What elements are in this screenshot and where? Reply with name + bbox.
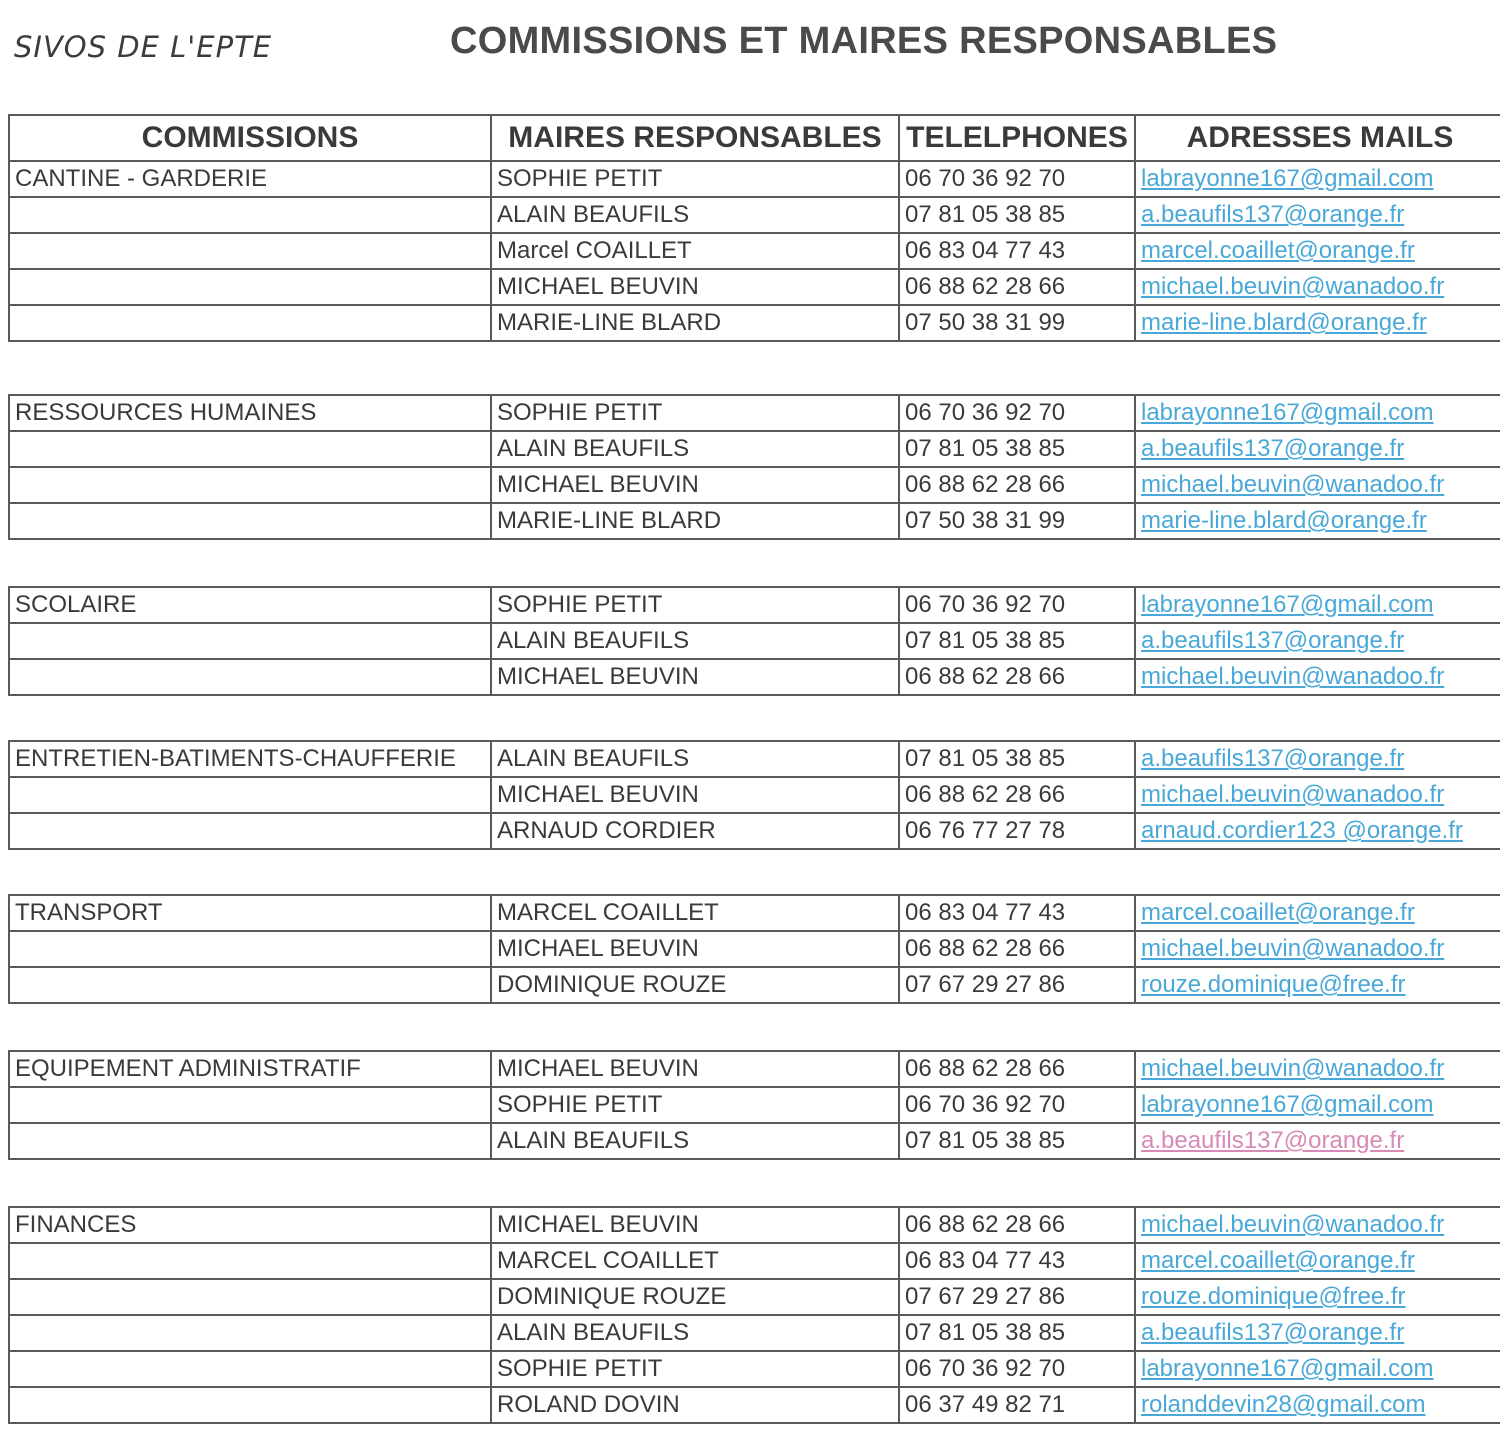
email-cell [1135,1315,1500,1351]
phone-number: 06 76 77 27 78 [899,813,1135,849]
email-cell [1135,1387,1500,1423]
email-link[interactable]: michael.beuvin@wanadoo.fr [1141,1055,1445,1082]
email-cell [1135,587,1500,623]
table-row [9,1279,1500,1315]
email-cell [1135,395,1500,431]
maire-name: MICHAEL BEUVIN [491,1051,899,1087]
phone-number: 07 81 05 38 85 [899,197,1135,233]
commission-name [9,1387,491,1423]
maire-name: MICHAEL BEUVIN [491,777,899,813]
email-cell [1135,269,1500,305]
maire-name: MARIE-LINE BLARD [491,503,899,539]
email-link[interactable]: marie-line.blard@orange.fr [1141,309,1427,336]
maire-name: ARNAUD CORDIER [491,813,899,849]
commission-name [9,1351,491,1387]
email-link[interactable]: michael.beuvin@wanadoo.fr [1141,471,1445,498]
maire-name: DOMINIQUE ROUZE [491,967,899,1003]
phone-number: 07 81 05 38 85 [899,1123,1135,1159]
commission-name: FINANCES [9,1207,491,1243]
email-link[interactable]: rolanddevin28@gmail.com [1141,1391,1426,1418]
email-cell [1135,777,1500,813]
maire-name: MICHAEL BEUVIN [491,467,899,503]
email-link[interactable]: marcel.coaillet@orange.fr [1141,237,1415,264]
phone-number: 07 67 29 27 86 [899,967,1135,1003]
maire-name: ALAIN BEAUFILS [491,431,899,467]
table-row [9,161,1500,197]
email-link[interactable]: a.beaufils137@orange.fr [1141,1127,1405,1154]
table-row [9,1315,1500,1351]
table-row [9,1123,1500,1159]
phone-number: 07 50 38 31 99 [899,305,1135,341]
email-cell [1135,197,1500,233]
email-cell [1135,931,1500,967]
email-cell [1135,1051,1500,1087]
maire-name: MICHAEL BEUVIN [491,659,899,695]
phone-number: 06 88 62 28 66 [899,1051,1135,1087]
email-link[interactable]: rouze.dominique@free.fr [1141,971,1406,998]
column-header-telephones: TELELPHONES [899,115,1135,161]
commission-name [9,305,491,341]
commission-name [9,503,491,539]
maire-name: MARCEL COAILLET [491,895,899,931]
commission-table [8,394,1500,540]
phone-number: 06 70 36 92 70 [899,161,1135,197]
email-link[interactable]: michael.beuvin@wanadoo.fr [1141,273,1445,300]
table-row [9,931,1500,967]
email-cell [1135,1123,1500,1159]
table-row [9,269,1500,305]
column-header-mails: ADRESSES MAILS [1135,115,1500,161]
phone-number: 06 83 04 77 43 [899,233,1135,269]
email-link[interactable]: labrayonne167@gmail.com [1141,165,1434,192]
table-row [9,1351,1500,1387]
commission-name: CANTINE - GARDERIE [9,161,491,197]
email-link[interactable]: marie-line.blard@orange.fr [1141,507,1427,534]
email-cell [1135,813,1500,849]
email-cell [1135,1279,1500,1315]
column-header-commissions: COMMISSIONS [9,115,491,161]
table-row [9,967,1500,1003]
phone-number: 06 83 04 77 43 [899,895,1135,931]
maire-name: SOPHIE PETIT [491,161,899,197]
email-link[interactable]: labrayonne167@gmail.com [1141,399,1434,426]
commission-name [9,659,491,695]
maire-name: ALAIN BEAUFILS [491,1123,899,1159]
table-row [9,1207,1500,1243]
maire-name: DOMINIQUE ROUZE [491,1279,899,1315]
maire-name: MICHAEL BEUVIN [491,1207,899,1243]
phone-number: 06 37 49 82 71 [899,1387,1135,1423]
maire-name: Marcel COAILLET [491,233,899,269]
maire-name: SOPHIE PETIT [491,587,899,623]
email-link[interactable]: arnaud.cordier123 @orange.fr [1141,817,1463,844]
commission-name: TRANSPORT [9,895,491,931]
phone-number: 06 70 36 92 70 [899,1087,1135,1123]
table-row [9,659,1500,695]
commission-name [9,813,491,849]
maire-name: SOPHIE PETIT [491,1087,899,1123]
email-cell [1135,895,1500,931]
commission-name [9,1243,491,1279]
phone-number: 06 88 62 28 66 [899,777,1135,813]
email-cell [1135,467,1500,503]
commission-table [8,1206,1500,1424]
email-cell [1135,967,1500,1003]
email-cell [1135,503,1500,539]
column-header-maires: MAIRES RESPONSABLES [491,115,899,161]
organization-name: SIVOS DE L'EPTE [14,30,273,64]
email-link[interactable]: a.beaufils137@orange.fr [1141,201,1405,228]
email-link[interactable]: michael.beuvin@wanadoo.fr [1141,663,1445,690]
commission-name [9,967,491,1003]
phone-number: 06 88 62 28 66 [899,467,1135,503]
commission-name [9,1315,491,1351]
email-cell [1135,659,1500,695]
maire-name: ALAIN BEAUFILS [491,1315,899,1351]
commission-table [8,894,1500,1004]
commission-table [8,1050,1500,1160]
email-link[interactable]: a.beaufils137@orange.fr [1141,435,1405,462]
email-cell [1135,1351,1500,1387]
phone-number: 06 70 36 92 70 [899,1351,1135,1387]
table-row [9,623,1500,659]
table-row [9,395,1500,431]
commission-name: SCOLAIRE [9,587,491,623]
table-row [9,197,1500,233]
commission-name: ENTRETIEN-BATIMENTS-CHAUFFERIE [9,741,491,777]
table-row [9,813,1500,849]
email-cell [1135,623,1500,659]
commission-table [8,586,1500,696]
phone-number: 07 50 38 31 99 [899,503,1135,539]
phone-number: 06 88 62 28 66 [899,1207,1135,1243]
email-cell [1135,1087,1500,1123]
email-link[interactable]: a.beaufils137@orange.fr [1141,627,1405,654]
table-row [9,305,1500,341]
email-link[interactable]: labrayonne167@gmail.com [1141,1355,1434,1382]
header-row [9,115,1500,161]
email-link[interactable]: michael.beuvin@wanadoo.fr [1141,781,1445,808]
commission-table [8,114,1500,342]
commission-name [9,269,491,305]
commission-name [9,1123,491,1159]
maire-name: ROLAND DOVIN [491,1387,899,1423]
email-link[interactable]: michael.beuvin@wanadoo.fr [1141,935,1445,962]
email-link[interactable]: a.beaufils137@orange.fr [1141,1319,1405,1346]
email-cell [1135,741,1500,777]
email-cell [1135,305,1500,341]
phone-number: 07 81 05 38 85 [899,1315,1135,1351]
table-row [9,777,1500,813]
email-cell [1135,431,1500,467]
maire-name: ALAIN BEAUFILS [491,741,899,777]
email-link[interactable]: marcel.coaillet@orange.fr [1141,899,1415,926]
phone-number: 06 88 62 28 66 [899,659,1135,695]
phone-number: 07 81 05 38 85 [899,623,1135,659]
maire-name: MARCEL COAILLET [491,1243,899,1279]
phone-number: 06 83 04 77 43 [899,1243,1135,1279]
commission-name [9,1087,491,1123]
maire-name: SOPHIE PETIT [491,1351,899,1387]
phone-number: 06 70 36 92 70 [899,587,1135,623]
email-link[interactable]: michael.beuvin@wanadoo.fr [1141,1211,1445,1238]
commission-name [9,1279,491,1315]
phone-number: 07 67 29 27 86 [899,1279,1135,1315]
table-row [9,467,1500,503]
table-row [9,587,1500,623]
table-row [9,503,1500,539]
commission-name [9,233,491,269]
page-title: COMMISSIONS ET MAIRES RESPONSABLES [450,20,1278,62]
phone-number: 06 88 62 28 66 [899,269,1135,305]
commission-name [9,623,491,659]
commission-name [9,467,491,503]
phone-number: 07 81 05 38 85 [899,741,1135,777]
email-cell [1135,233,1500,269]
commission-name: EQUIPEMENT ADMINISTRATIF [9,1051,491,1087]
email-link[interactable]: rouze.dominique@free.fr [1141,1283,1406,1310]
maire-name: ALAIN BEAUFILS [491,623,899,659]
email-link[interactable]: labrayonne167@gmail.com [1141,1091,1434,1118]
email-cell [1135,1243,1500,1279]
email-cell [1135,1207,1500,1243]
maire-name: MICHAEL BEUVIN [491,269,899,305]
commission-name [9,931,491,967]
email-link[interactable]: labrayonne167@gmail.com [1141,591,1434,618]
phone-number: 07 81 05 38 85 [899,431,1135,467]
commission-name [9,777,491,813]
email-cell [1135,161,1500,197]
table-row [9,431,1500,467]
table-row [9,1051,1500,1087]
maire-name: MARIE-LINE BLARD [491,305,899,341]
phone-number: 06 88 62 28 66 [899,931,1135,967]
commission-name [9,197,491,233]
email-link[interactable]: marcel.coaillet@orange.fr [1141,1247,1415,1274]
commission-name [9,431,491,467]
phone-number: 06 70 36 92 70 [899,395,1135,431]
table-row [9,1087,1500,1123]
email-link[interactable]: a.beaufils137@orange.fr [1141,745,1405,772]
table-row [9,1243,1500,1279]
table-row [9,895,1500,931]
maire-name: SOPHIE PETIT [491,395,899,431]
maire-name: MICHAEL BEUVIN [491,931,899,967]
table-row [9,1387,1500,1423]
commission-table [8,740,1500,850]
table-row [9,233,1500,269]
commission-name: RESSOURCES HUMAINES [9,395,491,431]
table-row [9,741,1500,777]
maire-name: ALAIN BEAUFILS [491,197,899,233]
